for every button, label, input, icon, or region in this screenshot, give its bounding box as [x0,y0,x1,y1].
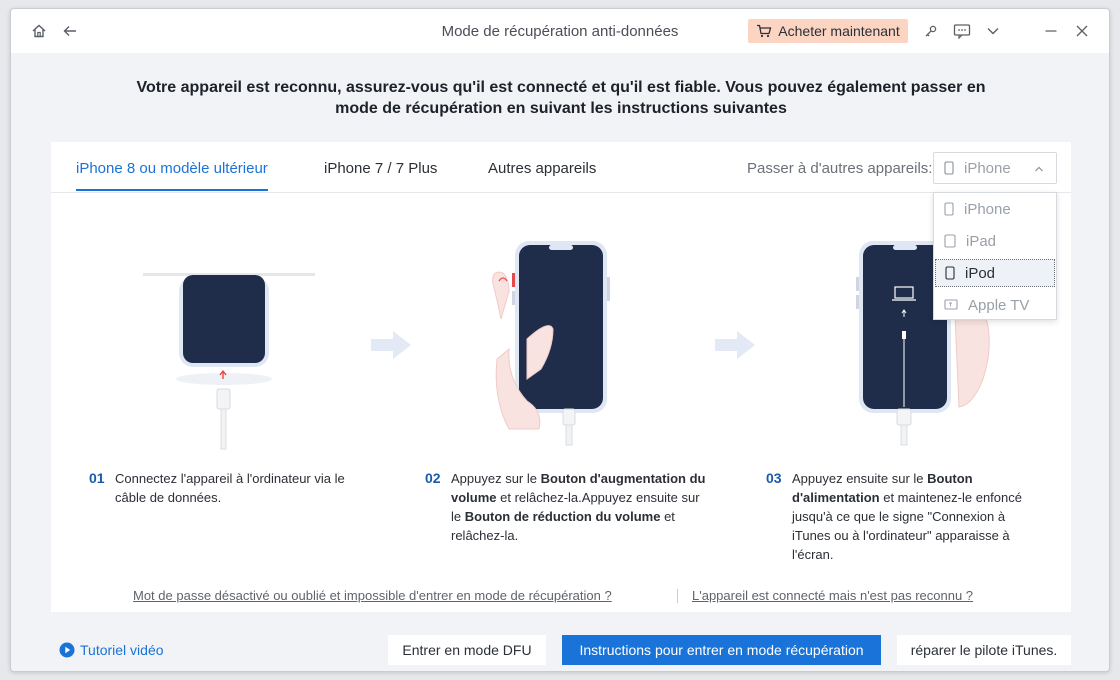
step-arrow-1 [367,327,415,363]
device-select[interactable] [933,152,1057,184]
not-recognized-link[interactable]: L'appareil est connecté mais n'est pas reconnu ? [692,588,974,603]
feedback-button[interactable] [950,19,974,43]
tab-iphone-8-later[interactable]: iPhone 8 ou modèle ultérieur [76,160,268,191]
step-1-text-part: Connectez l'appareil à l'ordinateur via le câble de données. [115,471,345,505]
ipod-icon [945,266,955,280]
step-2-bold-volume-up: Bouton d'augmentation du volume [451,471,706,505]
dropdown-option-iphone[interactable] [935,195,1055,223]
dropdown-option-apple-tv[interactable] [935,291,1055,319]
minimize-button[interactable] [1039,19,1063,43]
chat-icon [953,23,971,39]
app-window [10,8,1110,672]
step-3-bold-power: Bouton d'alimentation [792,471,973,505]
tv-icon [944,299,958,311]
home-icon [31,23,47,39]
step-2-bold-volume-down: Bouton de réduction du volume [464,509,661,524]
device-tabs [51,142,1071,193]
step-3-number: 03 [766,470,782,486]
headline-line-2: mode de récupération en suivant les instructions suivantes [335,100,787,117]
key-icon [924,24,938,38]
phone-icon [944,202,954,216]
device-dropdown-list [933,192,1057,320]
phone-icon [944,161,954,175]
step-arrow-2 [711,327,759,363]
headline-line-1: Votre appareil est reconnu, assurez-vous qu'il est connecté et qu'il est fiable. Vous pouvez également passer en [136,79,986,96]
chevron-down-icon [986,24,1000,38]
dropdown-option-ipod[interactable] [935,259,1055,287]
link-divider [677,589,678,603]
tab-iphone-7[interactable]: iPhone 7 / 7 Plus [324,160,438,177]
dropdown-option-ipad[interactable] [935,227,1055,255]
step-2-text-a: Appuyez sur le [451,471,541,486]
chevron-up-icon [1034,165,1044,173]
menu-dropdown-button[interactable] [981,19,1005,43]
step-2-number: 02 [425,470,441,486]
step-3-text-a: Appuyez ensuite sur le [792,471,928,486]
page-headline [51,77,1071,119]
device-switch-label: Passer à d'autres appareils: [747,160,933,177]
cart-icon [756,24,772,38]
step-1-text [115,469,361,507]
video-tutorial-link[interactable] [59,642,164,658]
title-bar [11,9,1109,53]
illustration-connect-cable [139,229,319,469]
minimize-icon [1044,24,1058,38]
back-button[interactable] [58,19,82,43]
window-title: Mode de récupération anti-données [441,23,679,40]
step-2-text [451,469,709,545]
close-icon [1075,24,1089,38]
recovery-instructions-button[interactable]: Instructions pour entrer en mode récupération [562,635,881,665]
step-2-text-b: et relâchez-la.Appuyez ensuite sur le [451,490,700,524]
device-select-value: iPhone [964,159,1011,177]
tab-other-devices[interactable]: Autres appareils [488,160,597,177]
step-1-number: 01 [89,470,105,486]
repair-itunes-driver-button[interactable]: réparer le pilote iTunes. [897,635,1071,665]
buy-now-label: Acheter maintenant [778,23,900,39]
dropdown-option-label: iPod [965,264,996,282]
video-tutorial-label: Tutoriel vidéo [80,642,164,658]
enter-dfu-button[interactable]: Entrer en mode DFU [388,635,546,665]
play-circle-icon [59,642,75,658]
dropdown-option-label: Apple TV [968,296,1030,314]
illustration-volume-buttons [487,229,627,469]
dropdown-option-label: iPad [966,232,997,250]
tablet-icon [944,234,956,248]
dropdown-option-label: iPhone [964,200,1011,218]
close-button[interactable] [1070,19,1094,43]
buy-now-button[interactable] [748,19,908,43]
step-3-text [792,469,1046,564]
forgot-passcode-link[interactable]: Mot de passe désactivé ou oublié et impossible d'entrer en mode de récupération ? [133,588,612,603]
step-3-text-b: et maintenez-le enfoncé jusqu'à ce que le signe "Connexion à iTunes ou à l'ordinateur" apparaisse à l'écran. [792,490,1022,562]
arrow-left-icon [62,23,78,39]
key-button[interactable] [919,19,943,43]
step-2-text-c: et relâchez-la. [451,509,675,543]
home-button[interactable] [27,19,51,43]
